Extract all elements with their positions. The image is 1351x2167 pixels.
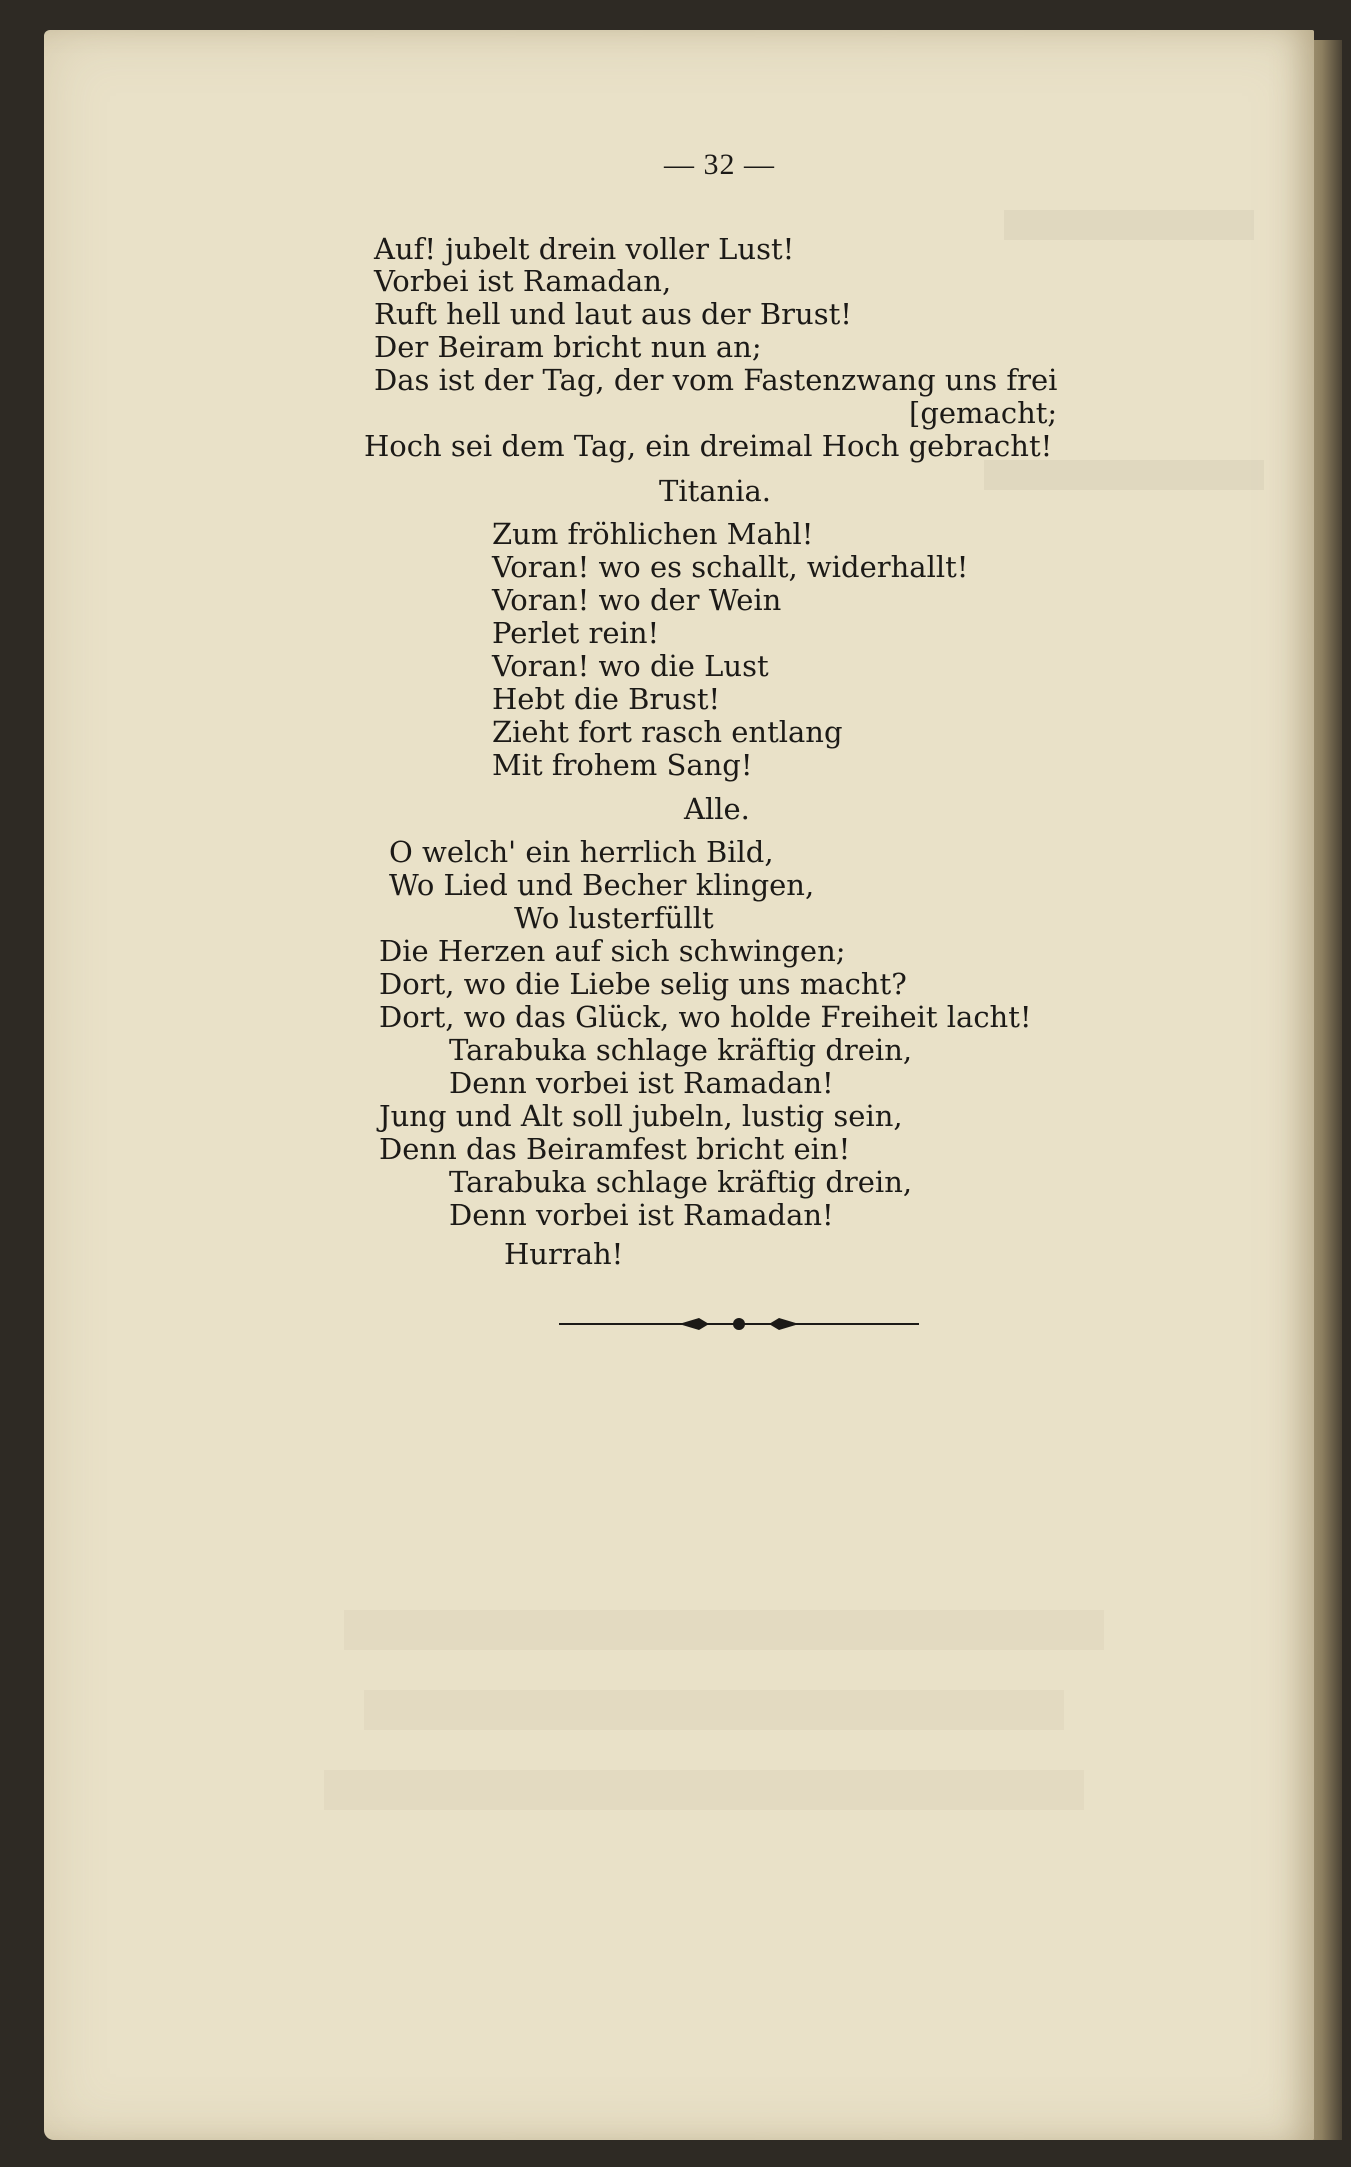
verse-line: Voran! wo der Wein — [492, 583, 782, 617]
speaker-titania: Titania. — [659, 474, 772, 508]
verse-line: Zieht fort rasch entlang — [492, 715, 843, 749]
verse-line: Denn vorbei ist Ramadan! — [449, 1198, 834, 1232]
verse-line: Denn das Beiramfest bricht ein! — [379, 1132, 851, 1166]
verse-line: Auf! jubelt drein voller Lust! — [374, 232, 795, 266]
verse-line: Tarabuka schlage kräftig drein, — [449, 1165, 913, 1199]
book-page — [44, 30, 1314, 2140]
verse-line: Jung und Alt soll jubeln, lustig sein, — [379, 1099, 903, 1133]
verse-line: Tarabuka schlage kräftig drein, — [449, 1033, 913, 1067]
verse-line: Wo Lied und Becher klingen, — [389, 868, 815, 902]
page-number: — 32 — — [664, 148, 775, 181]
verse-line: Wo lusterfüllt — [514, 901, 714, 935]
verse-line: Der Beiram bricht nun an; — [374, 330, 762, 364]
verse-line: Mit frohem Sang! — [492, 748, 753, 782]
ornament-divider — [559, 1315, 919, 1333]
verse-line: [gemacht; — [909, 396, 1058, 430]
verse-line: Voran! wo es schallt, widerhallt! — [492, 550, 969, 584]
verse-line: Hoch sei dem Tag, ein dreimal Hoch gebracht! — [364, 429, 1053, 463]
verse-line: Hurrah! — [504, 1237, 624, 1271]
speaker-alle: Alle. — [684, 792, 750, 826]
verse-line: Das ist der Tag, der vom Fastenzwang uns frei — [374, 363, 1058, 397]
verse-line: Die Herzen auf sich schwingen; — [379, 934, 846, 968]
verse-line: Ruft hell und laut aus der Brust! — [374, 297, 852, 331]
verse-line: Hebt die Brust! — [492, 682, 721, 716]
verse-line: Zum fröhlichen Mahl! — [492, 517, 814, 551]
verse-line: O welch' ein herrlich Bild, — [389, 835, 774, 869]
verse-line: Dort, wo die Liebe selig uns macht? — [379, 967, 907, 1001]
verse-line: Vorbei ist Ramadan, — [374, 264, 672, 298]
verse-line: Perlet rein! — [492, 616, 660, 650]
verse-line: Dort, wo das Glück, wo holde Freiheit lacht! — [379, 1000, 1032, 1034]
verse-line: Voran! wo die Lust — [492, 649, 769, 683]
verse-line: Denn vorbei ist Ramadan! — [449, 1066, 834, 1100]
